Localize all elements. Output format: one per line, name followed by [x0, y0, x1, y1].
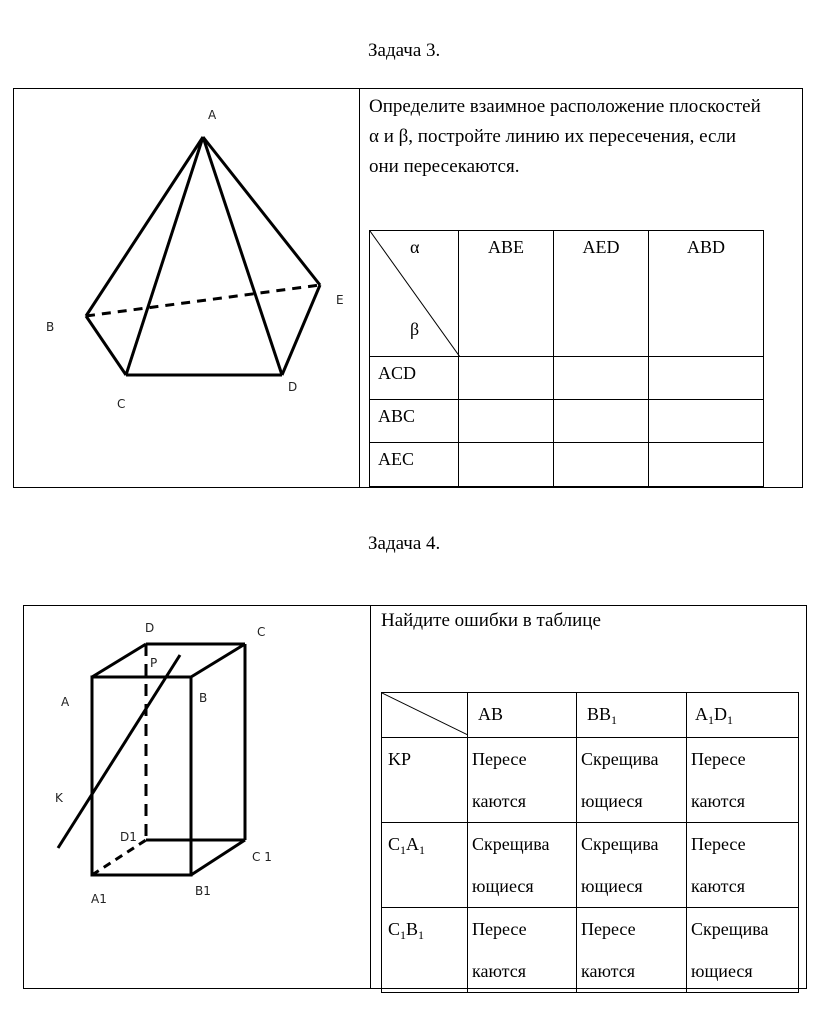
- column-header: ABD: [649, 231, 764, 357]
- answer-cell: [468, 908, 577, 993]
- answer-cell-line: каются: [691, 791, 746, 811]
- answer-cell-line: ющиеся: [472, 876, 534, 896]
- task4-title: Задача 4.: [368, 533, 441, 554]
- prism-figure: [0, 600, 370, 990]
- answer-cell-line: Пересе: [581, 919, 636, 939]
- vertex-label-a: A: [61, 695, 70, 709]
- vertex-label-d1: D1: [120, 830, 137, 844]
- table-row: [382, 738, 799, 823]
- answer-cell-line: каются: [581, 961, 636, 981]
- column-header: AB: [468, 693, 577, 738]
- answer-cell[interactable]: [649, 400, 764, 443]
- row-header: $C_1B_1$: [382, 908, 468, 993]
- answer-cell-line: Пересе: [472, 919, 527, 939]
- column-header: $A_1D_1$: [687, 693, 799, 738]
- answer-cell-line: ющиеся: [581, 791, 643, 811]
- vertex-label-a1: A1: [91, 892, 107, 906]
- column-header: AED: [554, 231, 649, 357]
- answer-cell-line: каются: [691, 876, 746, 896]
- answer-cell-line: Пересе: [472, 749, 527, 769]
- answer-cell: [577, 738, 687, 823]
- task3-prompt-line: они пересекаются.: [369, 156, 520, 177]
- row-header: $C_1A_1$: [382, 823, 468, 908]
- table-header-row: [370, 231, 764, 357]
- vertex-label-a: A: [208, 108, 217, 122]
- task4-prompt: Найдите ошибки в таблице: [381, 610, 601, 631]
- point-label-k: K: [55, 791, 63, 805]
- task3-prompt-line: Определите взаимное расположение плоскостей: [369, 96, 761, 117]
- vertex-label-c1: C 1: [252, 850, 272, 864]
- row-header: AEC: [370, 443, 459, 487]
- answer-cell-line: Скрещива: [581, 749, 659, 769]
- vertex-label-b1: B1: [195, 884, 211, 898]
- table-row: [370, 443, 764, 487]
- beta-label: β: [410, 319, 420, 339]
- corner-cell: [370, 231, 459, 357]
- answer-cell-line: Скрещива: [581, 834, 659, 854]
- answer-cell: [687, 823, 799, 908]
- vertex-label-e: E: [336, 293, 344, 307]
- table-row: [370, 357, 764, 400]
- answer-cell: [468, 738, 577, 823]
- answer-cell: [468, 823, 577, 908]
- vertex-label-d: D: [288, 380, 298, 394]
- vertex-label-d: D: [145, 621, 155, 635]
- table-row: [382, 908, 799, 993]
- answer-cell-line: Скрещива: [691, 919, 769, 939]
- vertex-label-b: B: [46, 320, 55, 334]
- answer-cell-line: ющиеся: [691, 961, 753, 981]
- answer-cell-line: Пересе: [691, 834, 746, 854]
- table-header-row: [382, 693, 799, 738]
- row-header: KP: [382, 738, 468, 823]
- answer-cell: [577, 823, 687, 908]
- answer-cell[interactable]: [459, 443, 554, 487]
- task3-title: Задача 3.: [368, 40, 441, 61]
- answer-cell[interactable]: [554, 357, 649, 400]
- answer-cell: [687, 908, 799, 993]
- column-header: ABE: [459, 231, 554, 357]
- answer-cell-line: Скрещива: [472, 834, 550, 854]
- task4-divider: [370, 605, 371, 989]
- row-header: ACD: [370, 357, 459, 400]
- task3-prompt-line: α и β, постройте линию их пересечения, если: [369, 126, 737, 147]
- task3-prompt: [369, 92, 761, 182]
- table-row: [370, 400, 764, 443]
- answer-cell-line: ющиеся: [581, 876, 643, 896]
- answer-cell-line: каются: [472, 791, 527, 811]
- task3-table: [369, 230, 764, 487]
- answer-cell-line: каются: [472, 961, 527, 981]
- point-label-p: P: [150, 656, 158, 670]
- answer-cell: [577, 908, 687, 993]
- diagonal-line: [382, 693, 468, 735]
- answer-cell[interactable]: [554, 443, 649, 487]
- vertex-label-c: C: [257, 625, 266, 639]
- answer-cell-line: Пересе: [691, 749, 746, 769]
- task4-table: [381, 692, 799, 993]
- answer-cell[interactable]: [459, 357, 554, 400]
- table-row: [382, 823, 799, 908]
- alpha-label: α: [410, 237, 420, 257]
- vertex-label-c: C: [117, 397, 126, 411]
- answer-cell[interactable]: [649, 357, 764, 400]
- answer-cell[interactable]: [554, 400, 649, 443]
- answer-cell: [687, 738, 799, 823]
- pyramid-figure: [0, 0, 360, 488]
- row-header: ABC: [370, 400, 459, 443]
- vertex-label-b: B: [199, 691, 208, 705]
- answer-cell[interactable]: [649, 443, 764, 487]
- corner-cell: [382, 693, 468, 738]
- column-header: $BB_1$: [577, 693, 687, 738]
- answer-cell[interactable]: [459, 400, 554, 443]
